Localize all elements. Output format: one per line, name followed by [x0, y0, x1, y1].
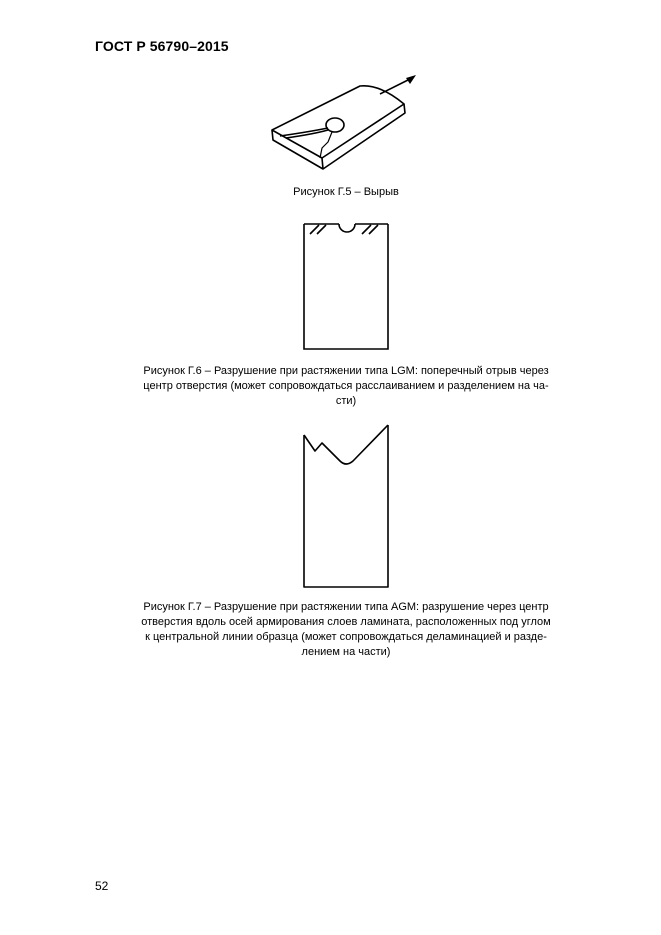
caption-line: лением на части) — [301, 646, 391, 658]
caption-line: сти) — [335, 395, 357, 407]
caption-line: отверстия вдоль осей армирования слоев ламината, расположенных под углом — [141, 616, 551, 628]
caption-line: к центральной линии образца (может сопровождаться деламинацией и разде- — [145, 631, 547, 643]
figure-g6-drawing — [295, 214, 395, 354]
caption-line: центр отверстия (может сопровождаться расслаиванием и разделением на ча- — [143, 380, 549, 392]
caption-line: Рисунок Г.5 – Вырыв — [293, 186, 399, 198]
document-header: ГОСТ Р 56790–2015 — [95, 38, 229, 54]
figure-g7-drawing — [295, 421, 395, 591]
page-number: 52 — [95, 879, 109, 893]
figure-g7-caption — [96, 600, 596, 660]
caption-line: Рисунок Г.6 – Разрушение при растяжении типа LGM: поперечный отрыв через — [143, 365, 549, 377]
caption-line: Рисунок Г.7 – Разрушение при растяжении типа AGM: разрушение через центр — [143, 601, 549, 613]
figure-g5-caption — [96, 185, 596, 200]
figure-g5-drawing — [262, 72, 422, 172]
figure-g6-caption — [96, 364, 596, 409]
